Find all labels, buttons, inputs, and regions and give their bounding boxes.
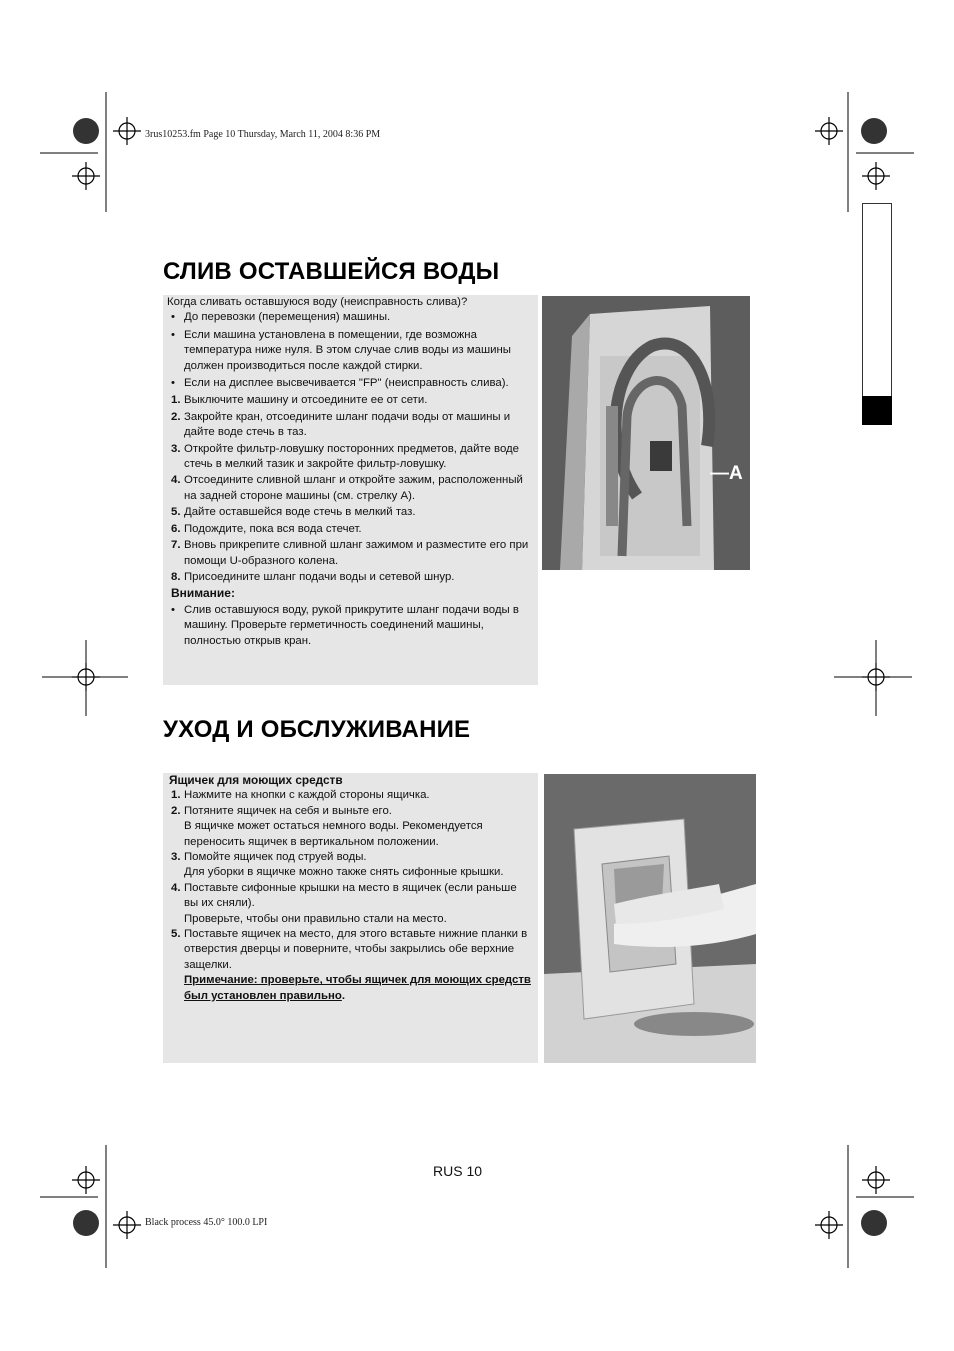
step-item: 5. Дайте оставшейся воде стечь в мелкий таз. [171,506,416,519]
step-item: 7. Вновь прикрепите сливной шланг зажимом и разместите его при помощи U-образного колена. [171,539,529,567]
note [167,973,532,1004]
step-item: 8. Присоедините шланг подачи воды и сетевой шнур. [171,570,455,583]
step-item: 1. Выключите машину и отсоедините ее от сети. [171,394,428,407]
section1-bullets [167,310,532,391]
step-item: 4. Отсоедините сливной шланг и откройте зажим, расположенный на задней стороне машины (см. стрелку А). [171,474,523,502]
attention-label: Внимание: [171,586,235,601]
detergent-drawer-illustration [544,774,756,1063]
note-underlined: Примечание: проверьте, чтобы ящичек для моющих средств был установлен правильно [184,974,531,1002]
step-item: 3. Помойте ящичек под струей воды. [171,851,367,864]
bullet-item: • До перевозки (перемещения) машины. [171,311,391,324]
section1-intro: Когда сливать оставшуюся воду (неисправность слива)? [167,296,468,308]
step-extra: Проверьте, чтобы они правильно стали на место. [184,912,447,925]
washing-machine-back-illustration [542,296,750,570]
side-tab-outline [862,203,892,397]
section1-panel [163,295,538,685]
print-header: 3rus10253.fm Page 10 Thursday, March 11, 2004 8:36 PM [145,129,381,140]
print-footer: Black process 45.0° 100.0 LPI [145,1217,268,1228]
step-item: 2. Закройте кран, отсоедините шланг подачи воды от машины и дайте воде стечь в таз. [171,410,511,439]
step-extra: В ящичке может остаться немного воды. Рекомендуется переносить ящичек в вертикальном положении. [184,820,483,848]
attention-bullet: • Слив оставшуюся воду, рукой прикрутите шланг подачи воды в машину. Проверьте герметичность соединений машины, полностью открыв кран. [171,603,519,647]
drain-hose-photo [542,296,750,570]
note-end: . [341,989,346,1002]
side-tab-marker [862,396,892,425]
bullet-item: • Если машина установлена в помещении, где возможна температура ниже нуля. В этом случае слив воды из машины должен производиться после каждой стирки. [171,328,511,372]
page-number: RUS 10 [433,1163,483,1179]
step-item: 2. Потяните ящичек на себя и выньте его. [171,804,392,817]
bullet-item: • Если на дисплее высвечивается "FP" (неисправность слива). [171,377,509,390]
detergent-drawer-photo [544,774,756,1063]
step-item: 4. Поставьте сифонные крышки на место в ящичек (если раньше вы их сняли). [171,881,517,910]
step-item: 1. Нажмите на кнопки с каждой стороны ящичка. [171,789,430,802]
section2-subtitle: Ящичек для моющих средств [169,773,343,787]
step-item: 5. Поставьте ящичек на место, для этого вставьте нижние планки в отверстия дверцы и поверните, чтобы закрылись обе верхние защелки. [171,928,528,971]
section2-title: УХОД И ОБСЛУЖИВАНИЕ [163,716,471,743]
section1-title: СЛИВ ОСТАВШЕЙСЯ ВОДЫ [163,258,500,285]
arrow-label-a: —A [710,463,743,484]
step-extra: Для уборки в ящичке можно также снять сифонные крышки. [184,866,504,879]
step-item: 6. Подождите, пока вся вода стечет. [171,522,362,535]
section1-steps [167,393,532,585]
step-item: 3. Откройте фильтр-ловушку посторонних предметов, дайте воде стечь в мелкий тазик и закройте фильтр-ловушку. [171,442,520,471]
section2-panel [163,773,538,1063]
